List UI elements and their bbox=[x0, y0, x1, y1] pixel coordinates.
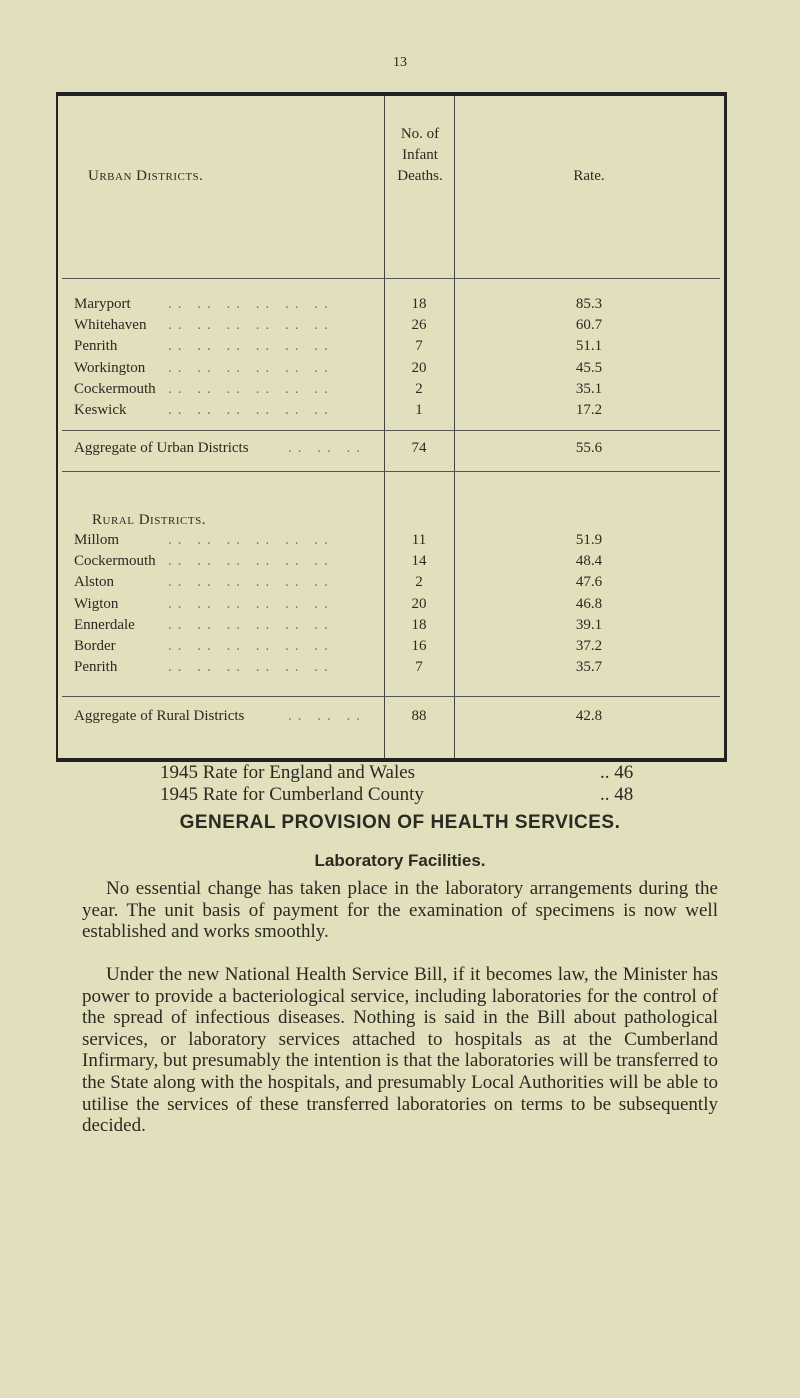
table-row bbox=[58, 551, 724, 572]
deaths-cell: 14 bbox=[411, 553, 427, 570]
rate-cell: 35.7 bbox=[575, 659, 603, 676]
rate-cell: 35.1 bbox=[575, 380, 603, 397]
table-row bbox=[58, 636, 724, 657]
district-name: Cockermouth bbox=[74, 380, 156, 397]
rural-heading: Rural Districts. bbox=[92, 512, 206, 528]
rate-line: 1945 Rate for England and Wales .. 46 bbox=[160, 762, 634, 783]
table-row bbox=[58, 400, 724, 421]
rural-aggregate-row: Aggregate of Rural Districts .. .. .. 88 42.8 bbox=[74, 708, 603, 724]
rate-cell: 45.5 bbox=[575, 359, 603, 376]
deaths-cell: 7 bbox=[415, 338, 423, 355]
rule bbox=[62, 278, 720, 279]
leader-dots: .. .. .. .. .. .. bbox=[168, 402, 334, 418]
table-row bbox=[58, 530, 724, 551]
leader-dots: .. .. .. .. .. .. bbox=[168, 659, 334, 676]
leader-dots: .. .. .. .. .. .. bbox=[168, 574, 334, 591]
table-row bbox=[58, 594, 724, 615]
deaths-cell: 20 bbox=[411, 359, 427, 376]
leader-dots: .. .. .. .. .. .. bbox=[168, 317, 334, 334]
rate-cell: 39.1 bbox=[575, 616, 603, 633]
table-row bbox=[58, 294, 724, 315]
header-rate: Rate. bbox=[573, 168, 605, 184]
rule bbox=[62, 471, 720, 472]
deaths-cell: 11 bbox=[411, 532, 427, 548]
district-name: Cockermouth bbox=[74, 553, 156, 570]
leader-dots: .. .. .. .. .. .. bbox=[168, 553, 334, 570]
leader-dots: .. .. .. .. .. .. bbox=[168, 638, 334, 654]
leader-dots: .. .. .. .. .. .. bbox=[168, 359, 334, 376]
rate-line: 1945 Rate for Cumberland County .. 48 bbox=[160, 784, 634, 805]
district-name: Keswick bbox=[74, 402, 127, 418]
table-row bbox=[58, 315, 724, 336]
deaths-cell: 20 bbox=[411, 595, 427, 612]
district-name: Border bbox=[74, 638, 116, 654]
deaths-cell: 7 bbox=[415, 659, 423, 676]
rate-cell: 51.1 bbox=[575, 338, 603, 355]
rule bbox=[62, 696, 720, 697]
deaths-cell: 2 bbox=[415, 380, 423, 397]
leader-dots: .. .. .. .. .. .. bbox=[168, 532, 334, 548]
deaths-cell: 1 bbox=[415, 402, 423, 418]
rate-cell: 60.7 bbox=[575, 317, 603, 334]
table-row bbox=[58, 379, 724, 400]
district-name: Millom bbox=[74, 532, 120, 548]
subheading: Laboratory Facilities. bbox=[314, 851, 486, 870]
rate-cell: 47.6 bbox=[575, 574, 603, 591]
rate-cell: 85.3 bbox=[575, 296, 603, 312]
paragraph: No essential change has taken place in the laboratory arrangements during the year. The unit basis of payment for the examination of specimens is now well established and works smoothly. bbox=[82, 878, 718, 943]
district-name: Penrith bbox=[74, 659, 118, 676]
district-name: Whitehaven bbox=[74, 317, 147, 334]
district-name: Alston bbox=[74, 574, 115, 591]
district-name: Maryport bbox=[74, 296, 131, 312]
paragraph: Under the new National Health Service Bill, if it becomes law, the Minister has power to provide a bacteriological service, including laboratories for the control of the spread of infectious diseases. Nothing is said in the Bill about pathological services, or laboratory services attached to hospitals as at the Cumberland Infirmary, but presumably the intention is that the laboratories will be transferred to the State along with the hospitals, and presumably Local Authorities will be able to utilise the services of these transferred laboratories on terms to be subsequently decided. bbox=[82, 964, 718, 1137]
rate-cell: 37.2 bbox=[575, 638, 603, 654]
leader-dots: .. .. .. .. .. .. bbox=[168, 595, 334, 612]
header-urban-districts: Urban Districts. bbox=[88, 168, 204, 184]
page-number: 13 bbox=[393, 55, 407, 70]
infant-deaths-table bbox=[56, 92, 727, 762]
leader-dots: .. .. .. .. .. .. bbox=[168, 296, 334, 312]
rate-cell: 51.9 bbox=[575, 532, 603, 548]
table-row bbox=[58, 657, 724, 678]
section-heading: GENERAL PROVISION OF HEALTH SERVICES. bbox=[179, 812, 621, 833]
rule bbox=[62, 430, 720, 431]
table-row bbox=[58, 615, 724, 636]
rate-cell: 48.4 bbox=[575, 553, 603, 570]
deaths-cell: 26 bbox=[411, 317, 427, 334]
header-infant-deaths: No. of Infant Deaths. bbox=[397, 126, 443, 184]
district-name: Penrith bbox=[74, 338, 118, 355]
district-name: Workington bbox=[74, 359, 146, 376]
rate-cell: 46.8 bbox=[575, 595, 603, 612]
table-row bbox=[58, 572, 724, 593]
deaths-cell: 18 bbox=[411, 296, 427, 312]
leader-dots: .. .. .. .. .. .. bbox=[168, 380, 334, 397]
rate-cell: 17.2 bbox=[575, 402, 603, 418]
deaths-cell: 2 bbox=[415, 574, 423, 591]
table-row bbox=[58, 358, 724, 379]
urban-aggregate-row: Aggregate of Urban Districts .. .. .. 74 55.6 bbox=[74, 440, 603, 456]
deaths-cell: 18 bbox=[411, 616, 427, 633]
deaths-cell: 16 bbox=[411, 638, 427, 654]
district-name: Wigton bbox=[74, 595, 119, 612]
table-row bbox=[58, 336, 724, 357]
district-name: Ennerdale bbox=[74, 616, 135, 633]
leader-dots: .. .. .. .. .. .. bbox=[168, 338, 334, 355]
leader-dots: .. .. .. .. .. .. bbox=[168, 616, 334, 633]
